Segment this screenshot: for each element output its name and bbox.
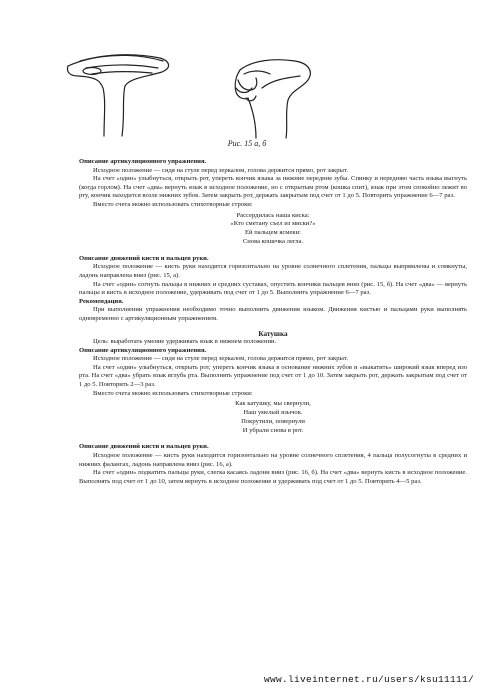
section3-poem: [79, 400, 467, 435]
section4-paragraph-1: Исходное положение — кисть руки находится горизонтально на уровне солнечного сплетения, 4 пальца полусогнуты в средних и нижних фалангах, ладонь направлена вниз (рис. 16, а).: [79, 452, 467, 468]
poem-line: И убрали снова в рот.: [242, 426, 304, 434]
poem-line: Ей пальцем ясмеки:: [245, 229, 301, 237]
poem-line: Как катушку, мы свернули,: [235, 400, 311, 408]
poem-line: Покрутили, повернули: [241, 417, 305, 425]
section2-paragraph-2: На счет «один» согнуть пальцы в нижних и средних суставах, опустить кончики пальцев вниз (рис. 15, б). На счет «два» — вернуть пальцы и кисть в исходное положение, удерживать под счет от 1 до 5. Выполнить упражнение 6—7 раз.: [79, 280, 467, 297]
recommendation-text: При выполнении упражнения необходимо точно выполнить движения языком. Движения кистью и пальцами руки выполнять одновременно с артикуляционным упражнением.: [79, 306, 467, 322]
section1-heading: Описание артикуляционного упражнения.: [79, 158, 207, 165]
recommendation-heading: Рекомендация.: [79, 297, 124, 305]
source-url[interactable]: www.liveinternet.ru/users/ksu11111/: [263, 674, 474, 685]
poem-line: «Кто сметану съел из миски?»: [230, 220, 316, 228]
section2-paragraph-1: Исходное положение — кисть руки находится горизонтально на уровне солнечного сплетения, пальцы выпрямлены и сомкнуты, ладонь направлена вниз (рис. 15, а).: [79, 263, 467, 279]
section1-paragraph-2: На счет «один» улыбнуться, открыть рот, упереть кончик языка за нижние передние зубы. Спинку и передняю часть языка выгнуть (когда горлом). На счет «два» вернуть язык в исходное положение, но с открытым ртом (кошка спит), язык при этом спокойно лежит во рту, кончик находится возле нижних зубов. Затем закрыть рот, держать закрытым под счет от 1 до 5. Повторить упражнение 6—7 раз.: [79, 175, 467, 200]
section1-paragraph-1: Исходное положение — сидя на стуле перед зеркалом, голова держится прямо, рот закрыт.: [93, 166, 348, 174]
poem-line: Наш умелый язычок.: [243, 409, 303, 417]
section4-paragraph-2: На счет «один» подкатить пальцы руки, слегка касаясь ладони вниз (рис. 16, б). На счет «два» вернуть кисть в исходное положение. Выполнять под счет от 1 до 10, затем вернуть в исходное положение и удерживать под счет от 1 до 5. Повторить 4—5 раз.: [79, 469, 467, 485]
exercise-title: Катушка: [258, 329, 288, 338]
section3-paragraph-1: Исходное положение — сидя на стуле перед зеркалом, голова держится прямо, рот закрыт.: [93, 355, 348, 363]
figure-caption: Рис. 15 а, б: [227, 139, 267, 148]
section3-heading: Описание артикуляционного упражнения.: [79, 346, 207, 354]
poem-line: Рассердилась наша киска:: [236, 211, 310, 219]
text-column: [79, 158, 467, 486]
section4-heading: Описание движений кисти и пальцев руки.: [79, 443, 209, 451]
section3-paragraph-3: Вместо счета можно использовать стихотворные строки:: [93, 389, 253, 397]
hand-flat-figure: [67, 55, 168, 136]
section1-paragraph-3: Вместо счета можно использовать стихотворные строки:: [93, 200, 253, 208]
section2-heading: Описание движений кисти и пальцев руки.: [79, 254, 209, 262]
section1-poem: [79, 212, 467, 247]
exercise-goal: Цель: выработать умение удерживать язык в нижнем положении.: [93, 338, 277, 346]
section3-paragraph-2: На счет «один» улыбнуться, открыть рот, упереть кончик языка в основание нижних зубов и «выкатить» широкий язык вперед изо рта. На счет «два» убрать язык вглубь рта. Выполнять упражнение под счет от 1 до 10. Затем закрыть рот, держать закрытым под счет от 1 до 5. Повторить 2—3 раз.: [79, 363, 467, 389]
hand-bent-figure: [235, 60, 310, 138]
poem-line: Снова кошечка легла.: [242, 237, 304, 245]
